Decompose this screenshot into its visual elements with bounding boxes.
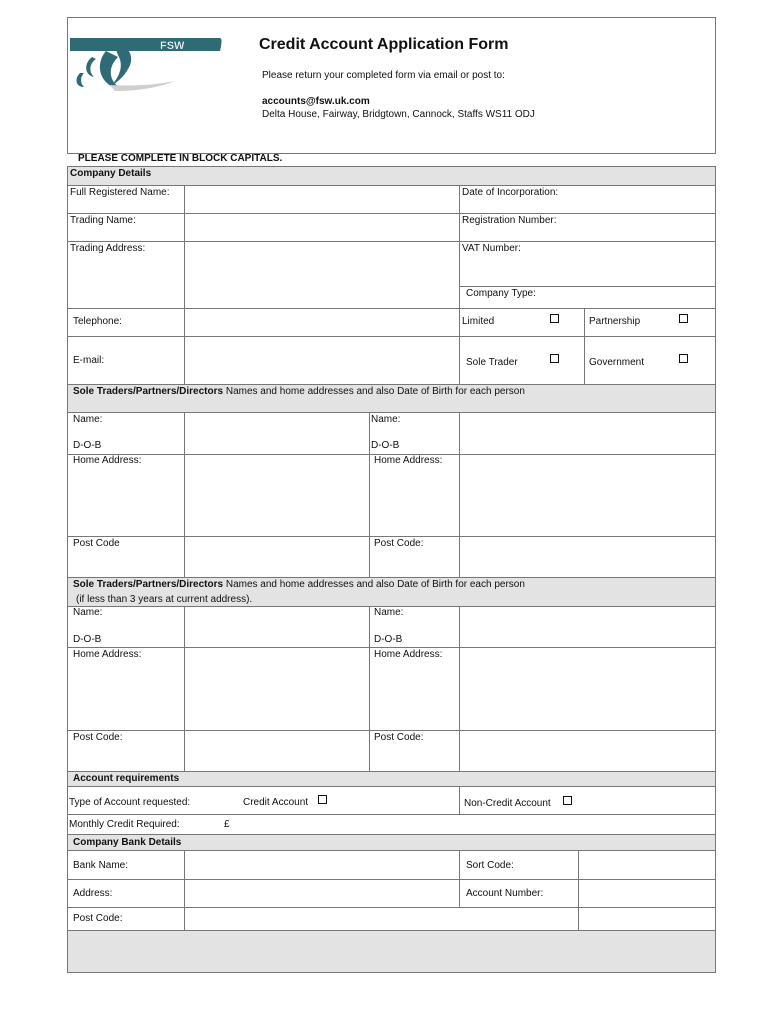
sole-trader-label: Sole Trader — [466, 357, 518, 368]
partnership-label: Partnership — [589, 316, 641, 327]
p1-post-right-label: Post Code: — [374, 538, 424, 549]
account-number-input[interactable] — [579, 880, 714, 906]
non-credit-account-checkbox[interactable] — [563, 796, 572, 805]
p2-dob-right-label: D-O-B — [374, 634, 403, 645]
p1-home-left-label: Home Address: — [73, 455, 142, 466]
rule — [584, 308, 585, 385]
p1-home-left-input[interactable] — [185, 455, 368, 535]
currency-symbol: £ — [224, 819, 230, 830]
persons1-heading — [73, 386, 525, 398]
p2-name-left-label: Name: — [73, 607, 103, 618]
return-instruction: Please return your completed form via email or post to: — [262, 70, 505, 81]
account-heading: Account requirements — [73, 773, 180, 784]
rule — [459, 786, 460, 814]
form-title: Credit Account Application Form — [259, 36, 509, 53]
p1-name-left-input[interactable] — [185, 413, 368, 453]
block-capitals-note: PLEASE COMPLETE IN BLOCK CAPITALS. — [78, 153, 283, 164]
persons1-heading-bold: Sole Traders/Partners/Directors — [73, 386, 224, 397]
account-number-label: Account Number: — [466, 888, 544, 899]
telephone-label: Telephone: — [73, 316, 122, 327]
p1-name-left-label: Name: — [73, 414, 103, 425]
bank-heading: Company Bank Details — [73, 837, 182, 848]
postal-address: Delta House, Fairway, Bridgtown, Cannock, Staffs WS11 ODJ — [262, 109, 535, 120]
government-label: Government — [589, 357, 645, 368]
p2-name-right-label: Name: — [374, 607, 404, 618]
p2-post-left-input[interactable] — [185, 731, 368, 771]
p1-post-left-label: Post Code — [73, 538, 120, 549]
bank-address-input[interactable] — [185, 880, 458, 906]
limited-checkbox[interactable] — [550, 314, 559, 323]
p1-home-right-input[interactable] — [460, 455, 714, 535]
rule — [459, 286, 715, 287]
company-heading: Company Details — [70, 168, 152, 179]
p2-post-right-label: Post Code: — [374, 732, 424, 743]
email-input[interactable] — [185, 337, 458, 384]
fsw-logo — [70, 35, 225, 95]
p2-name-right-input[interactable] — [460, 607, 714, 646]
trading-address-label: Trading Address: — [70, 243, 146, 254]
p2-home-right-label: Home Address: — [374, 649, 443, 660]
rule — [459, 185, 460, 385]
contact-email: accounts@fsw.uk.com — [262, 96, 370, 107]
persons2-heading-rest: Names and home addresses and also Date of Birth for each person — [223, 579, 525, 590]
trading-address-input[interactable] — [185, 242, 458, 307]
persons2-heading-bold: Sole Traders/Partners/Directors — [73, 579, 224, 590]
reg-number-label: Registration Number: — [462, 215, 557, 226]
p2-dob-left-label: D-O-B — [73, 634, 102, 645]
p1-home-right-label: Home Address: — [374, 455, 443, 466]
p1-post-left-input[interactable] — [185, 537, 368, 577]
p2-post-left-label: Post Code: — [73, 732, 123, 743]
p2-post-right-input[interactable] — [460, 731, 714, 771]
account-type-label: Type of Account requested: — [69, 797, 191, 808]
credit-account-label: Credit Account — [243, 797, 309, 808]
persons2-heading — [73, 579, 525, 591]
monthly-credit-input[interactable] — [232, 815, 712, 833]
rule — [459, 850, 460, 907]
p1-post-right-input[interactable] — [460, 537, 714, 577]
trading-name-input[interactable] — [185, 214, 458, 240]
bank-address-label: Address: — [73, 888, 113, 899]
credit-account-checkbox[interactable] — [318, 795, 327, 804]
partnership-checkbox[interactable] — [679, 314, 688, 323]
monthly-credit-label: Monthly Credit Required: — [69, 819, 180, 830]
sole-trader-checkbox[interactable] — [550, 354, 559, 363]
date-incorp-label: Date of Incorporation: — [462, 187, 559, 198]
persons2-heading-line2: (if less than 3 years at current address). — [76, 594, 253, 605]
rule — [67, 786, 715, 787]
p1-name-right-label: Name: — [371, 414, 401, 425]
non-credit-account-label: Non-Credit Account — [464, 798, 551, 809]
rule — [369, 606, 370, 772]
bank-post-code-input[interactable] — [185, 908, 577, 929]
limited-label: Limited — [462, 316, 495, 327]
full-name-input[interactable] — [185, 186, 458, 212]
p1-dob-left-label: D-O-B — [73, 440, 102, 451]
sort-code-input[interactable] — [579, 851, 714, 878]
trading-name-label: Trading Name: — [70, 215, 136, 226]
bank-name-input[interactable] — [185, 851, 458, 878]
p1-dob-right-label: D-O-B — [371, 440, 400, 451]
full-name-label: Full Registered Name: — [70, 187, 170, 198]
vat-label: VAT Number: — [462, 243, 521, 254]
government-checkbox[interactable] — [679, 354, 688, 363]
p1-name-right-input[interactable] — [460, 413, 714, 453]
p2-home-left-input[interactable] — [185, 648, 368, 729]
logo-text: FSW — [160, 40, 185, 52]
rule — [369, 412, 370, 578]
company-type-label: Company Type: — [466, 288, 536, 299]
rule — [67, 930, 715, 931]
email-label: E-mail: — [73, 355, 105, 366]
p2-home-left-label: Home Address: — [73, 649, 142, 660]
p2-name-left-input[interactable] — [185, 607, 368, 646]
persons1-heading-rest: Names and home addresses and also Date of Birth for each person — [223, 386, 525, 397]
bank-post-code-label: Post Code: — [73, 913, 123, 924]
sort-code-label: Sort Code: — [466, 860, 514, 871]
bank-name-label: Bank Name: — [73, 860, 129, 871]
telephone-input[interactable] — [185, 309, 458, 335]
p2-home-right-input[interactable] — [460, 648, 714, 729]
